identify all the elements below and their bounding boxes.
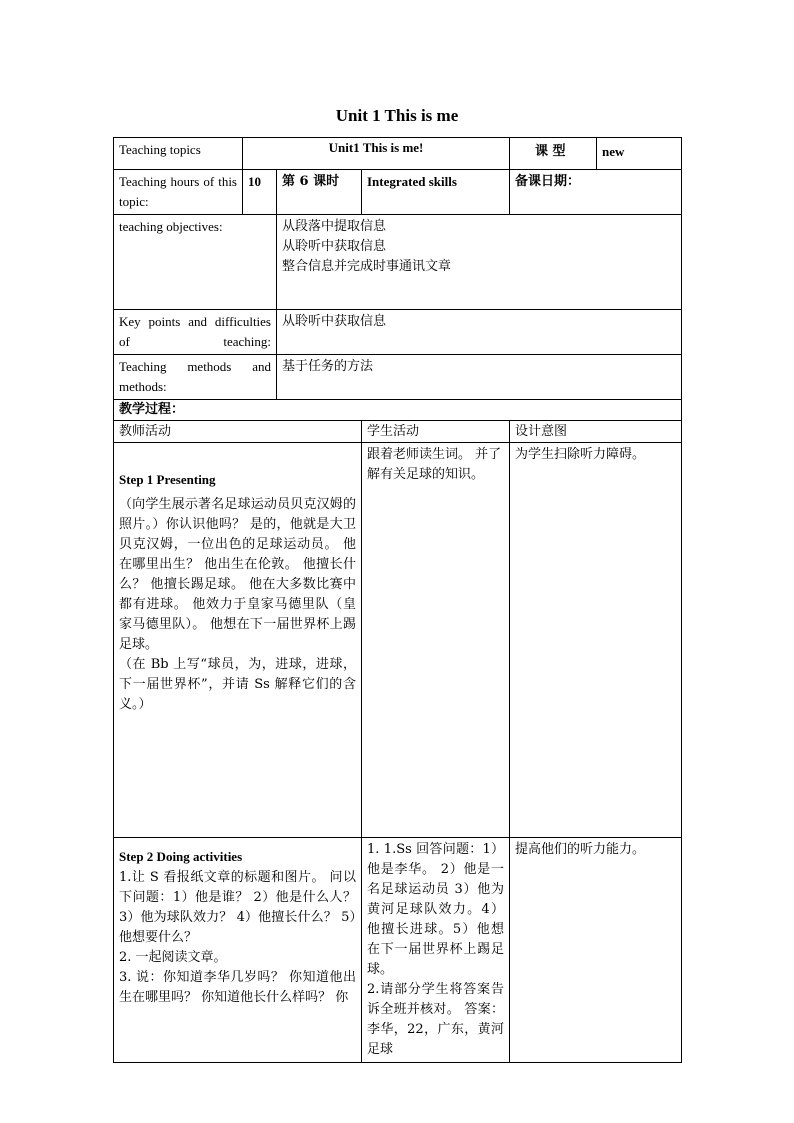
process-label: 教学过程： bbox=[114, 400, 682, 421]
step2-item3: 3. 说：你知道李华几岁吗？ 你知道他出生在哪里吗？ 你知道他长什么样吗？ 你 bbox=[119, 970, 356, 1005]
methods-value: 基于任务的方法 bbox=[277, 355, 682, 400]
period-value: 第 6 课时 bbox=[277, 170, 362, 215]
step2-design-cell: 提高他们的听力能力。 bbox=[510, 838, 682, 1063]
page-title: Unit 1 This is me bbox=[335, 106, 459, 125]
prep-date-label: 备课日期： bbox=[510, 170, 682, 215]
step2-heading: Step 2 Doing activities bbox=[119, 849, 243, 864]
topics-label: Teaching topics bbox=[114, 138, 243, 170]
lesson-plan-table bbox=[113, 137, 682, 1063]
objective-item: 从段落中提取信息 bbox=[282, 219, 387, 234]
step2-item2: 2. 一起阅读文章。 bbox=[119, 950, 227, 965]
col-teacher-header: 教师活动 bbox=[114, 421, 362, 443]
lesson-type-value: new bbox=[597, 138, 682, 170]
key-points-value: 从聆听中获取信息 bbox=[277, 310, 682, 355]
objective-item: 整合信息并完成时事通讯文章 bbox=[282, 259, 452, 274]
step1-design-cell: 为学生扫除听力障碍。 bbox=[510, 443, 682, 838]
objective-item: 从聆听中获取信息 bbox=[282, 239, 387, 254]
step1-student-cell: 跟着老师读生词。 并了解有关足球的知识。 bbox=[362, 443, 510, 838]
step2-student-cell bbox=[362, 838, 510, 1063]
topics-value: Unit1 This is me! bbox=[243, 138, 510, 170]
key-points-label: Key points and difficulties of teaching: bbox=[114, 310, 277, 355]
objectives-label: teaching objectives: bbox=[114, 215, 277, 310]
step1-heading: Step 1 Presenting bbox=[119, 472, 216, 487]
methods-label: Teaching methods and methods: bbox=[114, 355, 277, 400]
col-design-header: 设计意图 bbox=[510, 421, 682, 443]
lesson-type-label: 课 型 bbox=[510, 138, 597, 170]
step2-student-item1: 1. 1.Ss 回答问题：1）他是李华。 2）他是一名足球运动员 3）他为黄河足球队效力。4）他擅长进球。5）他想在下一届世界杯上踢足球。 bbox=[367, 842, 504, 977]
objectives-list bbox=[277, 215, 682, 310]
step1-para1: （向学生展示著名足球运动员贝克汉姆的照片。）你认识他吗？ 是的，他就是大卫贝克汉姆，一位出色的足球运动员。 他在哪里出生？ 他出生在伦敦。 他擅长什么？ 他擅长踢足球。 他在大多数比赛中都有进球。 他效力于皇家马德里队（皇家马德里队）。 他想在下一届世界杯上踢足球。 bbox=[119, 497, 356, 652]
hours-label: Teaching hours of this topic: bbox=[114, 170, 243, 215]
lesson-name: Integrated skills bbox=[362, 170, 510, 215]
hours-value: 10 bbox=[243, 170, 277, 215]
step1-teacher-cell bbox=[114, 443, 362, 838]
step1-para2: （在 Bb 上写“球员，为，进球，进球，下一届世界杯”，并请 Ss 解释它们的含义。） bbox=[119, 657, 356, 712]
step2-item1: 1.让 S 看报纸文章的标题和图片。 问以下问题：1）他是谁？ 2）他是什么人？ 3）他为球队效力？ 4）他擅长什么？ 5）他想要什么？ bbox=[119, 870, 356, 945]
step2-student-item2: 2.请部分学生将答案告诉全班并核对。 答案：李华，22，广东，黄河足球 bbox=[367, 982, 504, 1057]
step2-teacher-cell bbox=[114, 838, 362, 1063]
col-student-header: 学生活动 bbox=[362, 421, 510, 443]
